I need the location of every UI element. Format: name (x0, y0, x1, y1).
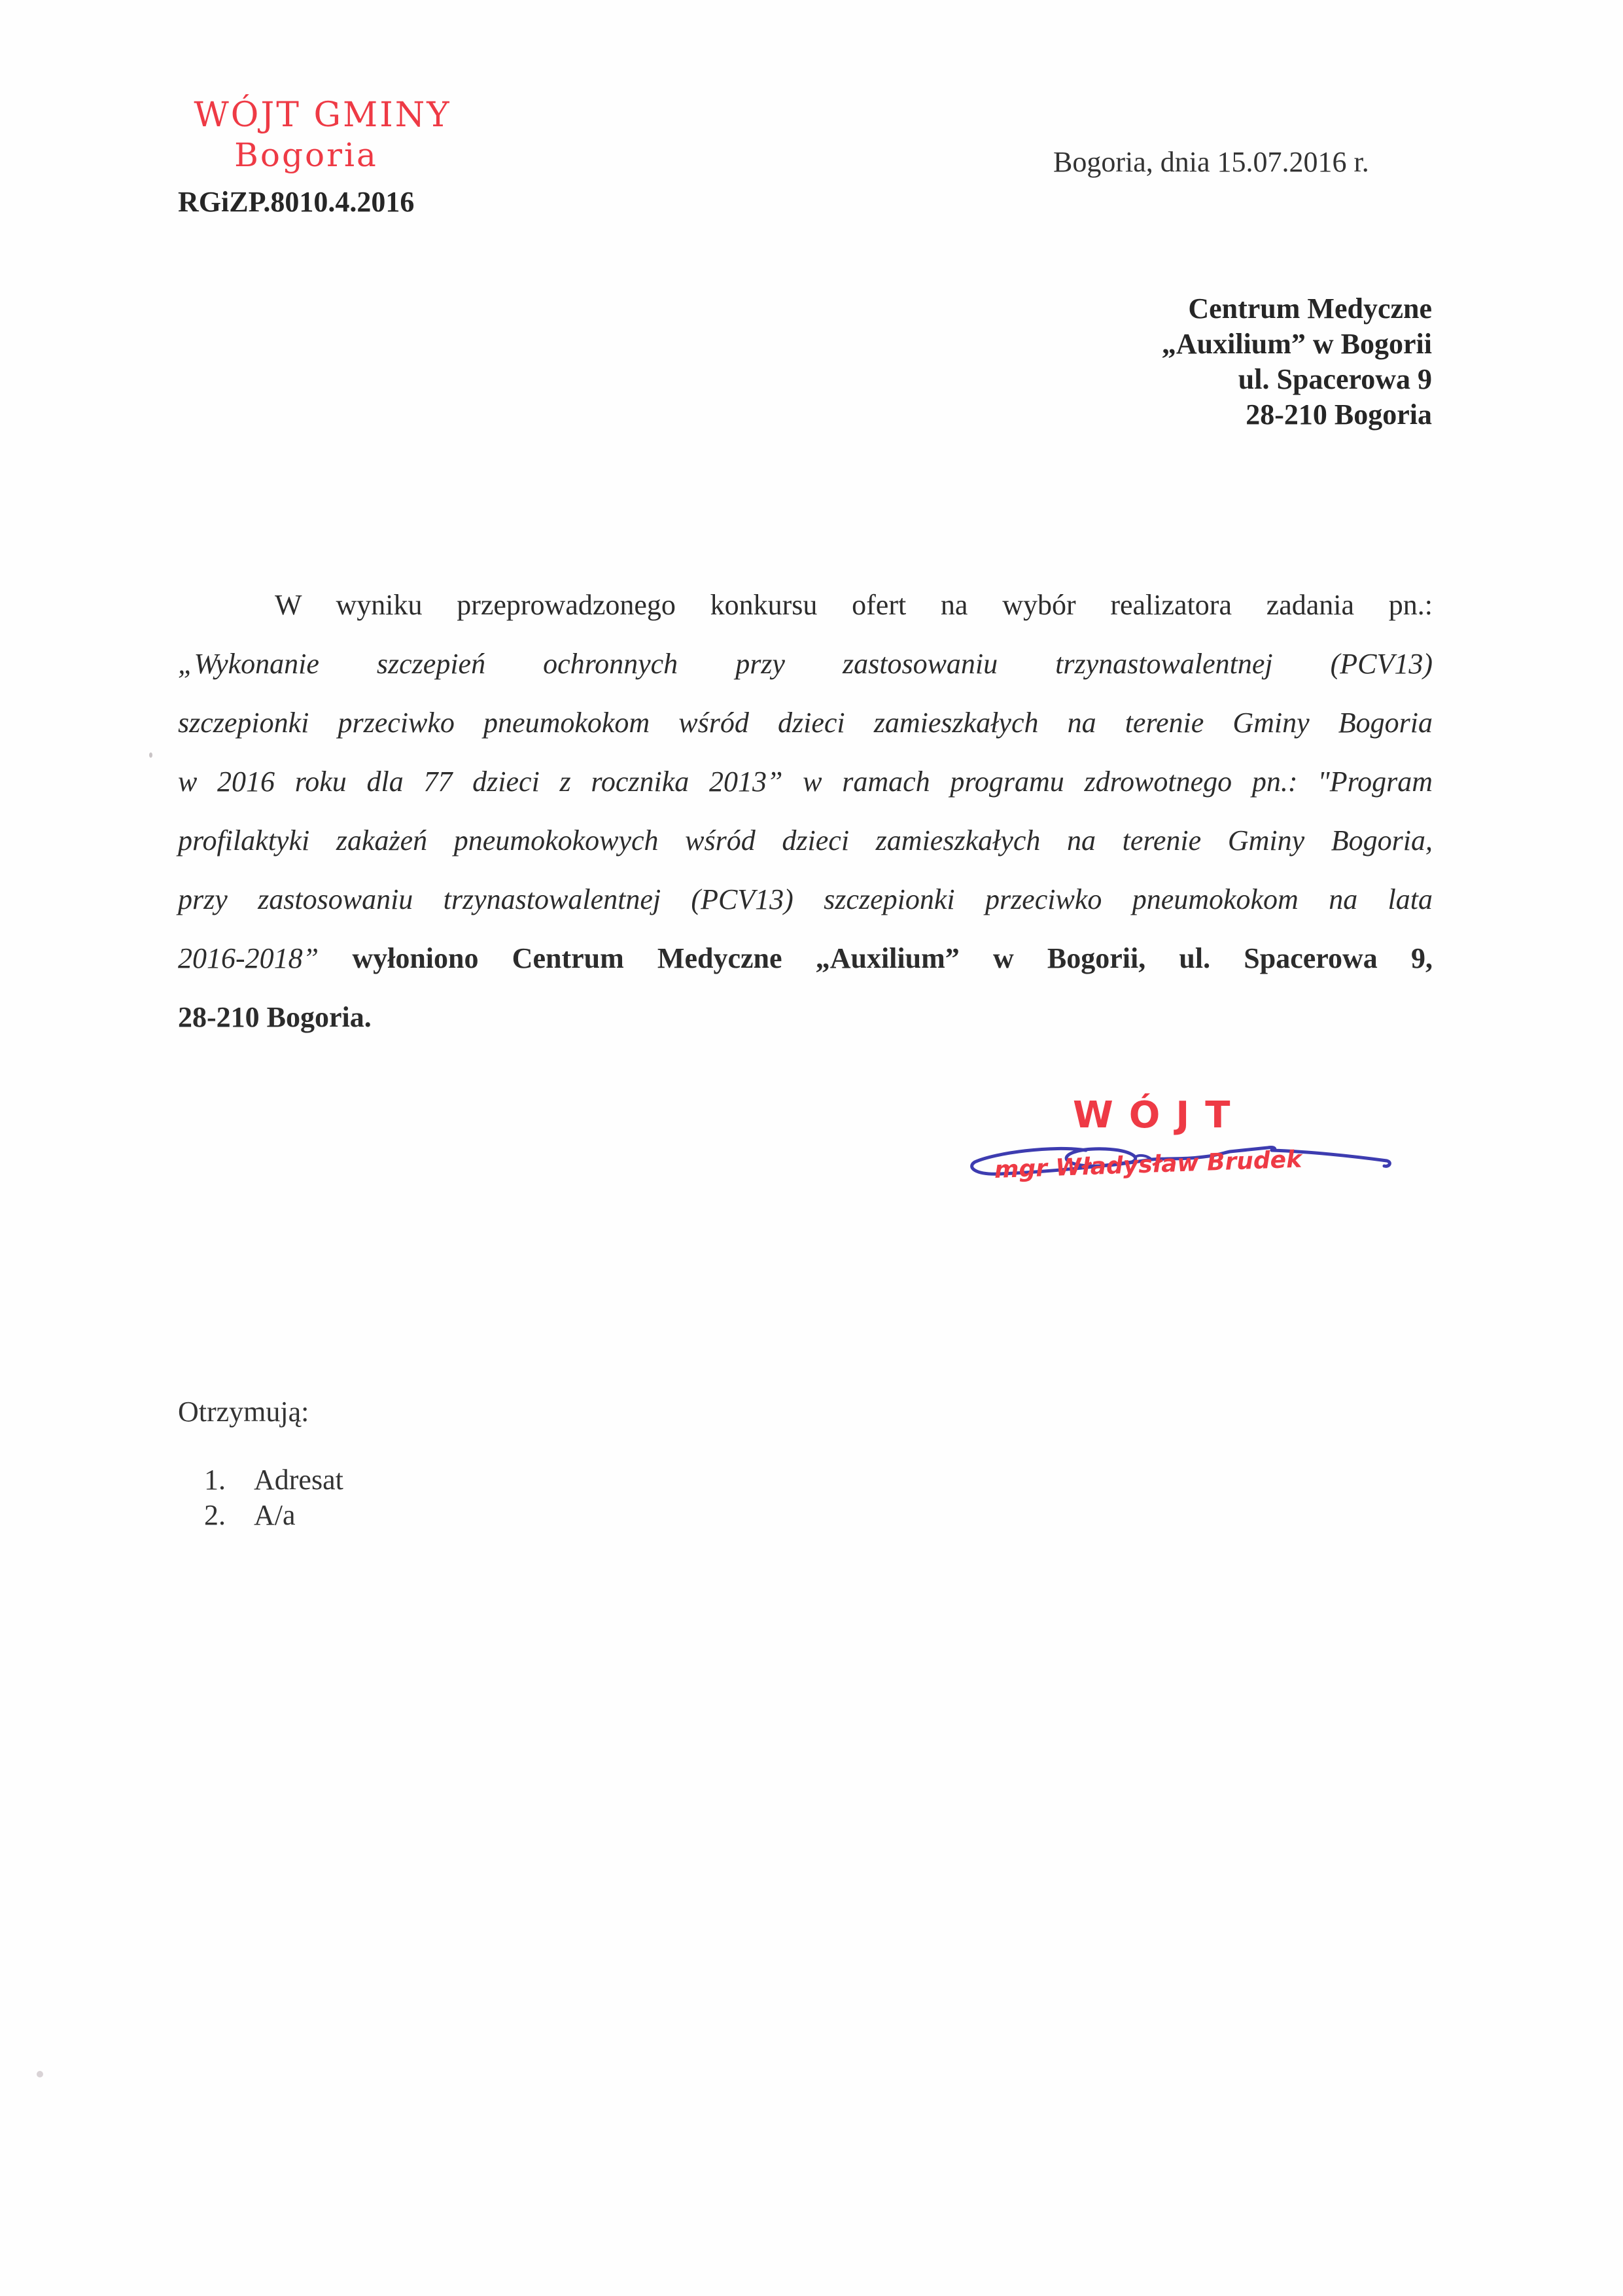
distribution-heading: Otrzymują: (178, 1396, 309, 1428)
distribution-item-label: Adresat (254, 1464, 343, 1496)
body-text-segment: „Wykonanie szczepień ochronnych przy zastosowaniu trzynastowalentnej (PCV13) (178, 648, 1433, 680)
body-line (178, 576, 1433, 635)
selected-provider-text: wyłoniono Centrum Medyczne „Auxilium” w Bogorii, ul. Spacerowa 9, (352, 942, 1433, 974)
recipient-street: ul. Spacerowa 9 (1238, 363, 1432, 395)
body-line (178, 752, 1433, 811)
distribution-list (178, 1395, 343, 1533)
distribution-item (178, 1498, 343, 1533)
selected-provider-postal: 28-210 Bogoria. (178, 1001, 372, 1033)
office-stamp-place: Bogoria (234, 136, 378, 174)
body-text-segment: szczepionki przeciwko pneumokokom wśród dzieci zamieszkałych na terenie Gminy Bogoria (178, 707, 1433, 739)
body-line (178, 870, 1433, 929)
distribution-item-number: 2. (204, 1499, 226, 1531)
office-stamp-title: WÓJT GMINY (194, 96, 451, 135)
body-text-segment: W wyniku przeprowadzonego konkursu ofert na wybór realizatora zadania pn.: (275, 589, 1433, 621)
recipient-name: Centrum Medyczne (1188, 292, 1432, 325)
scan-speck (37, 2071, 43, 2077)
body-text-segment: w 2016 roku dla 77 dzieci z rocznika 2013” w ramach programu zdrowotnego pn.: "Program (178, 766, 1433, 798)
body-line (178, 694, 1433, 752)
office-stamp (175, 96, 476, 174)
recipient-address (1162, 291, 1432, 433)
scan-speck (149, 752, 152, 758)
body-text-segment: profilaktyki zakażeń pneumokokowych wśród dzieci zamieszkałych na terenie Gminy Bogoria, (178, 824, 1433, 857)
reference-number: RGiZP.8010.4.2016 (178, 186, 415, 218)
body-text-segment: przy zastosowaniu trzynastowalentnej (PCV13) szczepionki przeciwko pneumokokom na lata (178, 883, 1433, 915)
body-line (178, 635, 1433, 694)
distribution-items (178, 1462, 343, 1533)
body-line (178, 811, 1433, 870)
distribution-item-number: 1. (204, 1464, 226, 1496)
body-line (178, 929, 1433, 988)
distribution-item-label: A/a (254, 1499, 296, 1531)
signature-stamp-title: WÓJT (1073, 1094, 1246, 1137)
distribution-item (178, 1462, 343, 1498)
recipient-postal-city: 28-210 Bogoria (1246, 398, 1432, 431)
body-line (178, 988, 1433, 1047)
place-and-date: Bogoria, dnia 15.07.2016 r. (1053, 146, 1369, 178)
body-text-segment: 2016-2018” (178, 942, 353, 974)
signature-stamp-name: mgr Władysław Brudek (994, 1146, 1302, 1184)
recipient-name-2: „Auxilium” w Bogorii (1161, 328, 1432, 360)
body-paragraph (178, 576, 1433, 1047)
signature-stamp (955, 1080, 1400, 1224)
